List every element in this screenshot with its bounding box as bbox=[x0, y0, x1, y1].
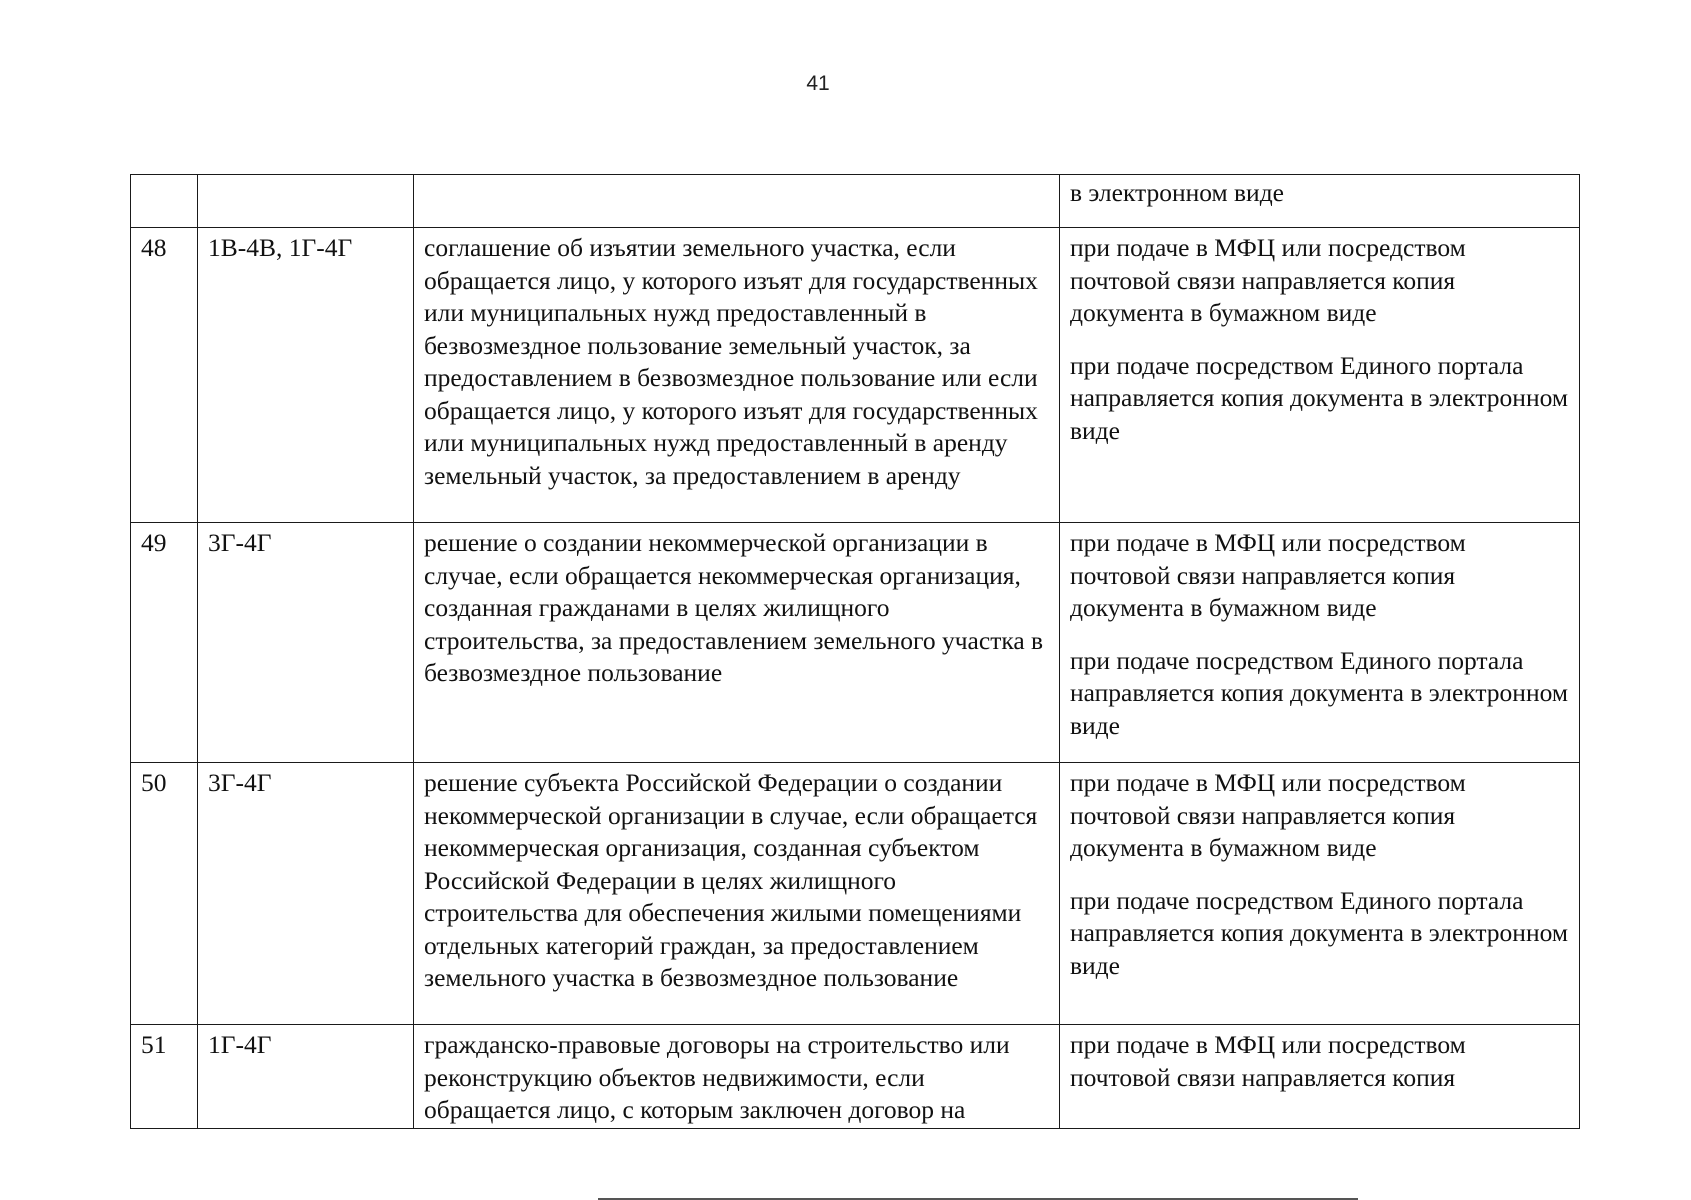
note-electronic-copy: при подаче посредством Единого портала направляется копия документа в электронном виде bbox=[1070, 350, 1568, 445]
note-electronic-copy: при подаче посредством Единого портала направляется копия документа в электронном виде bbox=[1070, 885, 1568, 980]
row-document-cell: соглашение об изъятии земельного участка, если обращается лицо, у которого изъят для государственных или муниципальных нужд предоставленный в безвозмездное пользование земельный участок, за предоставлением в безвозмездное пользование или если обращается лицо, у которого изъят для государственных или муниципальных нужд предоставленный в аренду земельный участок, за предоставлением в аренду bbox=[414, 228, 1060, 523]
row-number-cell bbox=[131, 175, 198, 228]
row-document-cell: гражданско-правовые договоры на строительство или реконструкцию объектов недвижимости, если обращается лицо, с которым заключен договор на bbox=[414, 1025, 1060, 1129]
row-code-cell: 1В-4В, 1Г-4Г bbox=[198, 228, 414, 523]
row-note-cell bbox=[1060, 763, 1580, 1025]
table-row bbox=[131, 763, 1580, 1025]
documents-table bbox=[130, 174, 1580, 1129]
note-electronic-copy: при подаче посредством Единого портала направляется копия документа в электронном виде bbox=[1070, 645, 1568, 740]
table-row bbox=[131, 523, 1580, 763]
row-code-cell bbox=[198, 175, 414, 228]
row-code-cell: 3Г-4Г bbox=[198, 523, 414, 763]
row-note-cell bbox=[1060, 1025, 1580, 1129]
row-note-cell bbox=[1060, 175, 1580, 228]
row-note-cell bbox=[1060, 523, 1580, 763]
table-row bbox=[131, 228, 1580, 523]
row-document-cell bbox=[414, 175, 1060, 228]
table-row-continuation bbox=[131, 175, 1580, 228]
row-document-cell: решение субъекта Российской Федерации о создании некоммерческой организации в случае, если обращается некоммерческая организация, созданная субъектом Российской Федерации в целях жилищного строительства для обеспечения жилыми помещениями отдельных категорий граждан, за предоставлением земельного участка в безвозмездное пользование bbox=[414, 763, 1060, 1025]
note-paper-copy: при подаче в МФЦ или посредством почтовой связи направляется копия bbox=[1070, 1030, 1466, 1092]
row-number-cell: 49 bbox=[131, 523, 198, 763]
note-paper-copy: при подаче в МФЦ или посредством почтовой связи направляется копия документа в бумажном виде bbox=[1070, 233, 1466, 327]
note-paper-copy: при подаче в МФЦ или посредством почтовой связи направляется копия документа в бумажном виде bbox=[1070, 768, 1466, 862]
row-number-cell: 51 bbox=[131, 1025, 198, 1129]
row-number-cell: 50 bbox=[131, 763, 198, 1025]
page-number: 41 bbox=[806, 72, 830, 95]
note-paper-copy: при подаче в МФЦ или посредством почтовой связи направляется копия документа в бумажном виде bbox=[1070, 528, 1466, 622]
row-note-cell bbox=[1060, 228, 1580, 523]
row-code-cell: 1Г-4Г bbox=[198, 1025, 414, 1129]
note-text: в электронном виде bbox=[1070, 178, 1284, 207]
row-document-cell: решение о создании некоммерческой организации в случае, если обращается некоммерческая организация, созданная гражданами в целях жилищного строительства, за предоставлением земельного участка в безвозмездное пользование bbox=[414, 523, 1060, 763]
row-code-cell: 3Г-4Г bbox=[198, 763, 414, 1025]
row-number-cell: 48 bbox=[131, 228, 198, 523]
table-row bbox=[131, 1025, 1580, 1129]
